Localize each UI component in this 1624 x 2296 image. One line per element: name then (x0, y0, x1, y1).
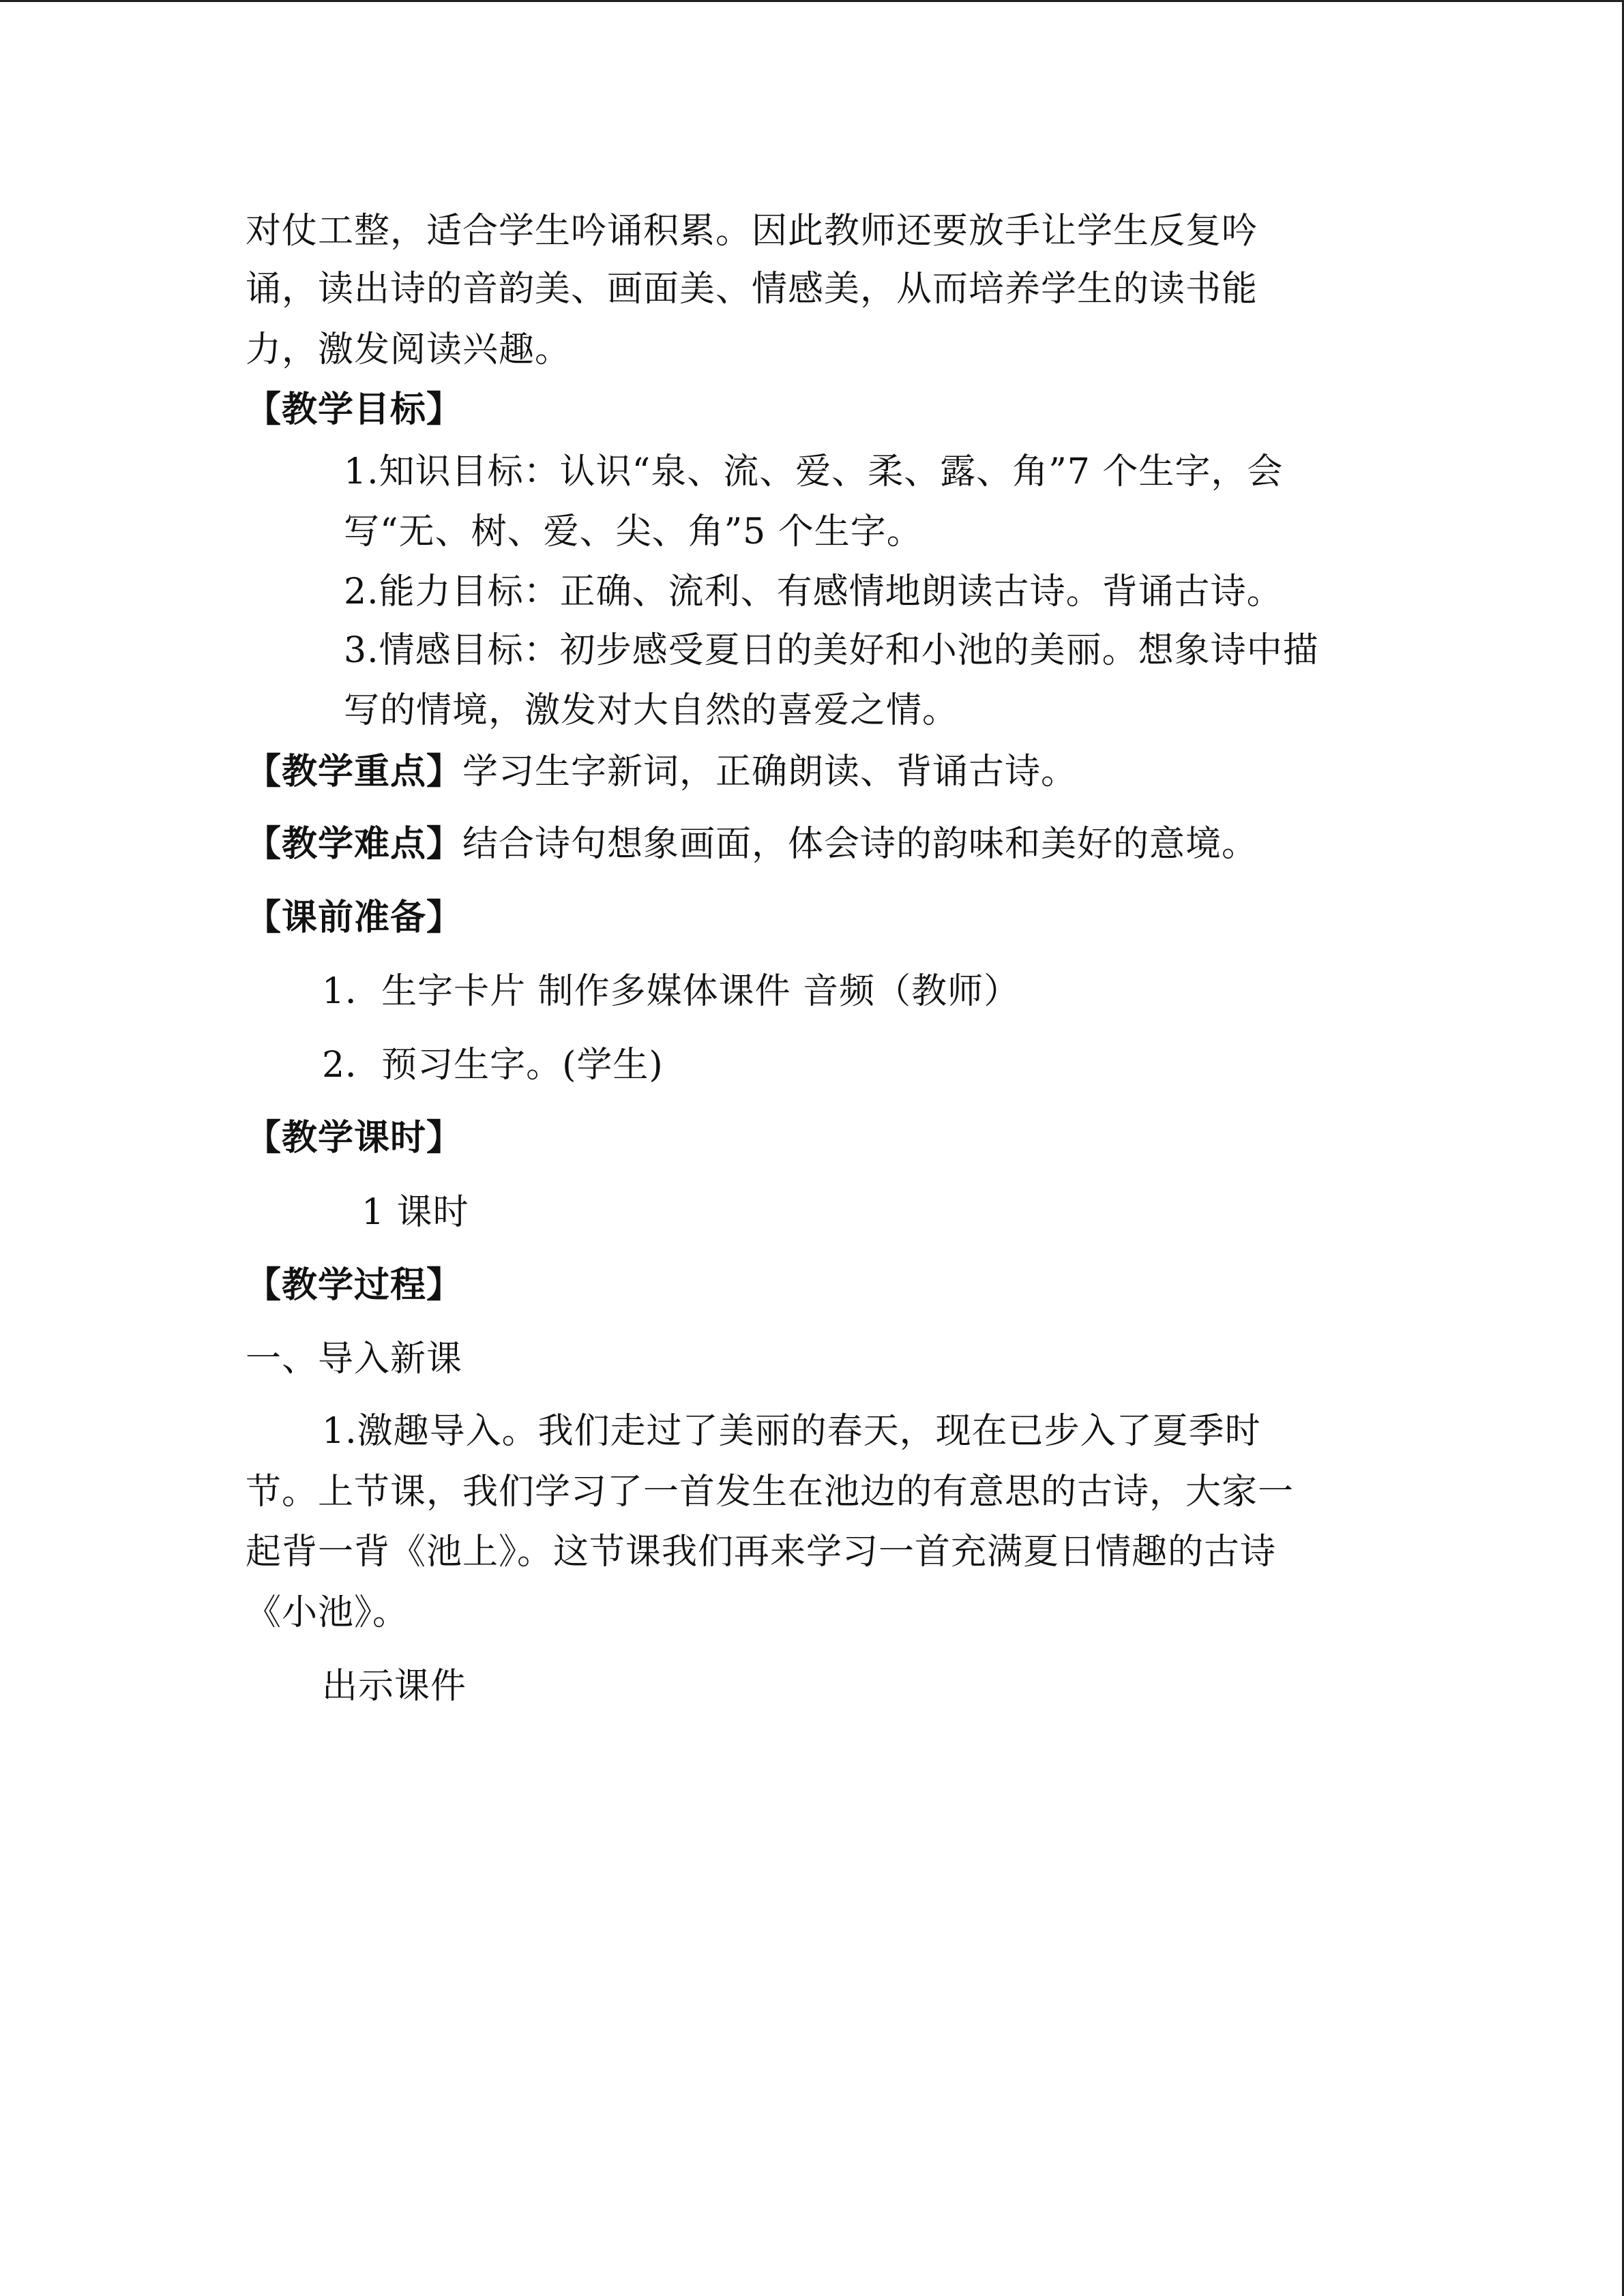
objective-3-line-1: 3.情感目标：初步感受夏日的美好和小池的美丽。想象诗中描 (344, 630, 1319, 671)
key-points-text: 学习生字新词，正确朗读、背诵古诗。 (462, 751, 1078, 792)
objectives-heading: 【教学目标】 (246, 389, 463, 430)
objective-1-line-1: 1.知识目标：认识“泉、流、爱、柔、露、角”7 个生字，会 (344, 451, 1284, 492)
process-paragraph-1-line-1: 1.激趣导入。我们走过了美丽的春天，现在已步入了夏季时 (322, 1411, 1261, 1452)
objective-3-line-2: 写的情境，激发对大自然的喜爱之情。 (344, 690, 959, 731)
process-heading: 【教学过程】 (246, 1265, 463, 1306)
process-section-1: 一、导入新课 (246, 1339, 463, 1380)
process-paragraph-1-line-2: 节。上节课，我们学习了一首发生在池边的有意思的古诗，大家一 (246, 1472, 1295, 1512)
difficulties-row (246, 822, 1258, 866)
intro-line-2: 诵，读出诗的音韵美、画面美、情感美，从而培养学生的读书能 (246, 269, 1258, 310)
process-paragraph-1-line-4: 《小池》。 (246, 1592, 409, 1633)
preparation-item-1: 1．生字卡片 制作多媒体课件 音频（教师） (322, 971, 1020, 1012)
duration-text: 1 课时 (361, 1192, 469, 1233)
difficulties-heading: 【教学难点】 (246, 824, 463, 865)
intro-line-3: 力，激发阅读兴趣。 (246, 329, 572, 370)
process-paragraph-2: 出示课件 (322, 1666, 467, 1707)
objective-1-line-2: 写“无、树、爱、尖、角”5 个生字。 (344, 511, 923, 552)
key-points-row (246, 750, 1077, 794)
intro-line-1: 对仗工整，适合学生吟诵积累。因此教师还要放手让学生反复吟 (246, 211, 1258, 252)
difficulties-text: 结合诗句想象画面，体会诗的韵味和美好的意境。 (462, 824, 1258, 865)
duration-heading: 【教学课时】 (246, 1118, 463, 1159)
preparation-item-2: 2．预习生字。(学生) (322, 1045, 664, 1086)
objective-2: 2.能力目标：正确、流利、有感情地朗读古诗。背诵古诗。 (344, 571, 1283, 612)
process-paragraph-1-line-3: 起背一背《池上》。这节课我们再来学习一首充满夏日情趣的古诗 (246, 1532, 1277, 1572)
key-points-heading: 【教学重点】 (246, 751, 463, 792)
preparation-heading: 【课前准备】 (246, 897, 463, 938)
page-top-border (0, 0, 1624, 2)
